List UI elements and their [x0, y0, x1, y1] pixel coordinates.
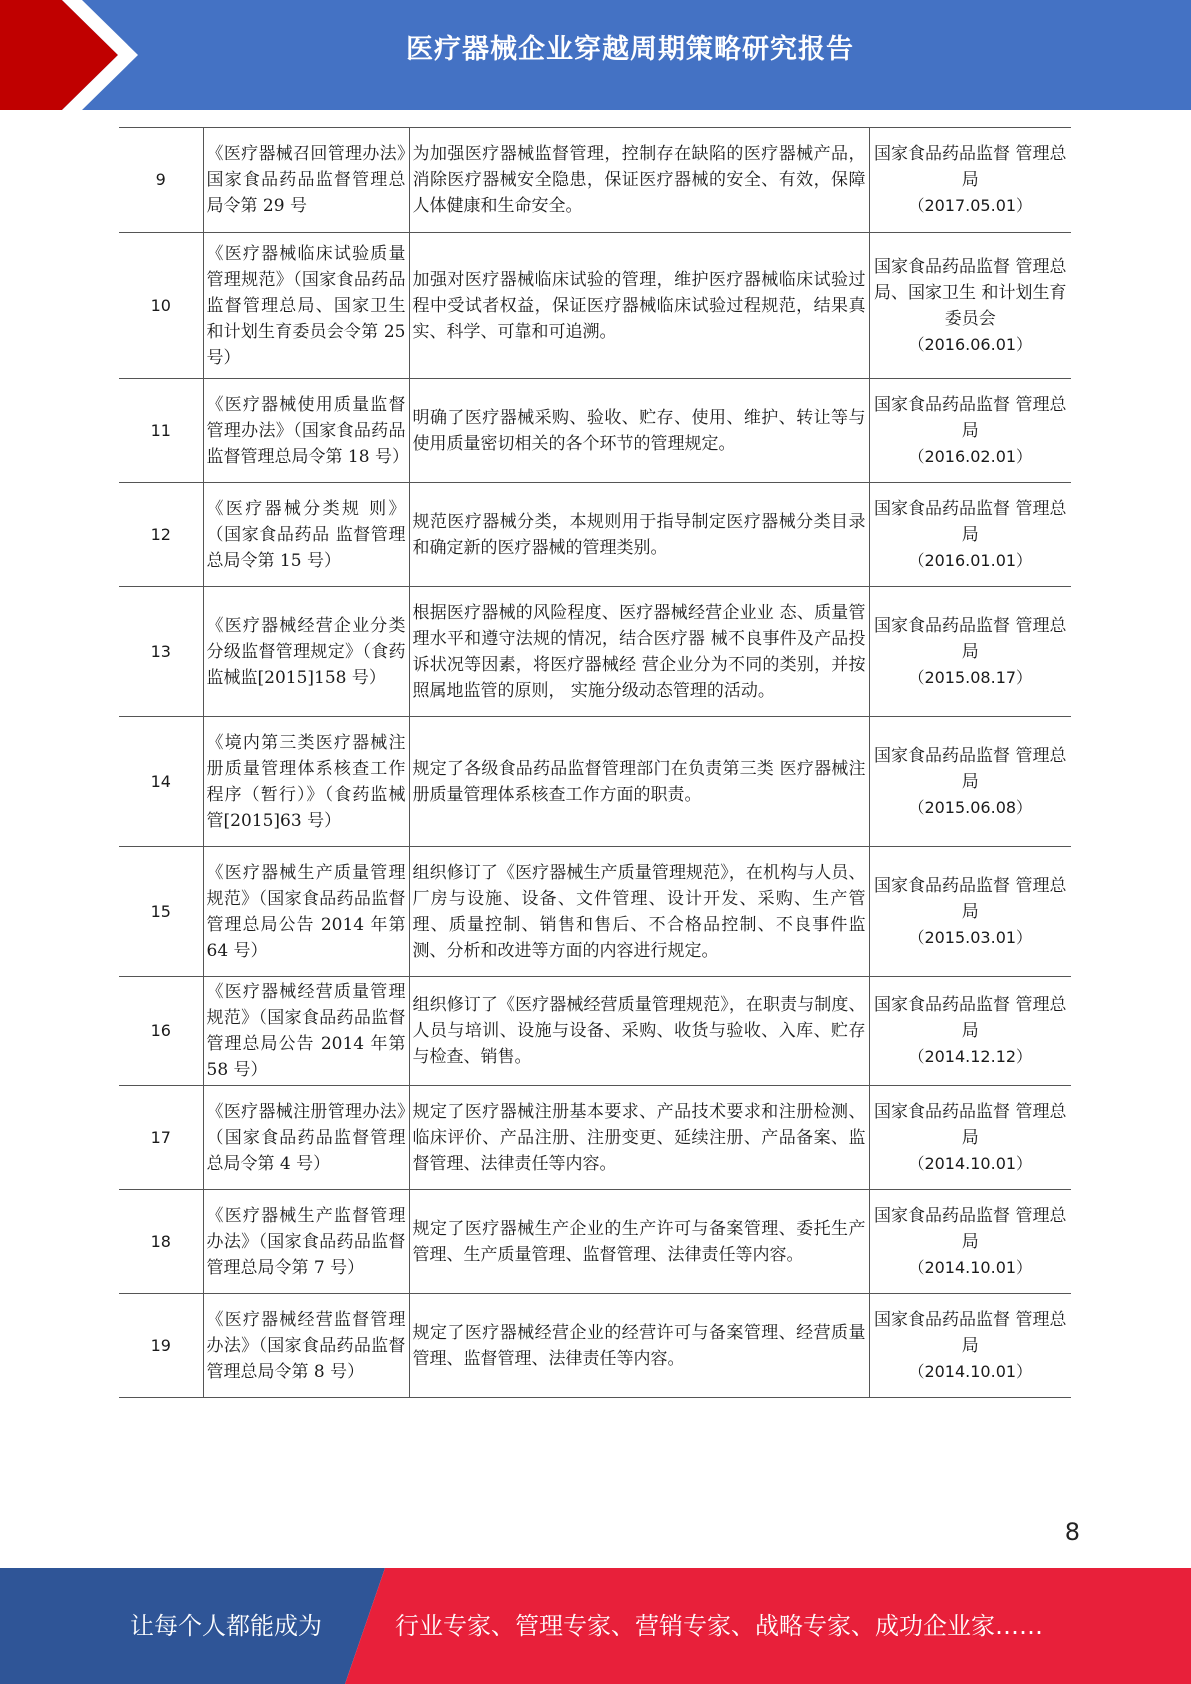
issuing-agency-cell [869, 1294, 1071, 1398]
regulation-description: 规定了医疗器械生产企业的生产许可与备案管理、委托生产管理、生产质量管理、监督管理、法律责任等内容。 [409, 1190, 869, 1294]
row-number: 18 [119, 1190, 203, 1294]
effective-date: （2014.10.01） [908, 1361, 1033, 1381]
regulation-description: 规范医疗器械分类，本规则用于指导制定医疗器械分类目录和确定新的医疗器械的管理类别。 [409, 483, 869, 587]
document-title: 医疗器械企业穿越周期策略研究报告 [406, 34, 854, 65]
issuing-agency-cell [869, 1086, 1071, 1190]
row-number: 9 [119, 128, 203, 233]
row-number: 11 [119, 379, 203, 483]
table-row [119, 717, 1071, 847]
regulation-description: 组织修订了《医疗器械经营质量管理规范》，在职责与制度、人员与培训、设施与设备、采购、收货与验收、入库、贮存与检查、销售。 [409, 977, 869, 1086]
regulation-description: 规定了医疗器械注册基本要求、产品技术要求和注册检测、临床评价、产品注册、注册变更、延续注册、产品备案、监督管理、法律责任等内容。 [409, 1086, 869, 1190]
page-number: 8 [1064, 1518, 1080, 1546]
row-number: 15 [119, 847, 203, 977]
issuing-agency-cell [869, 847, 1071, 977]
row-number: 12 [119, 483, 203, 587]
issuing-agency-cell [869, 717, 1071, 847]
issuing-agency: 国家食品药品监督 管理总局、国家卫生 和计划生育委员会 [874, 256, 1067, 329]
regulation-name: 《医疗器械经营监督管理办法》（国家食品药品监督管理总局令第 8 号） [203, 1294, 409, 1398]
issuing-agency: 国家食品药品监督 管理总局 [874, 1205, 1067, 1252]
page-header [0, 0, 1191, 110]
regulation-description: 规定了医疗器械经营企业的经营许可与备案管理、经营质量管理、监督管理、法律责任等内容。 [409, 1294, 869, 1398]
regulation-description: 组织修订了《医疗器械生产质量管理规范》，在机构与人员、厂房与设施、设备、文件管理、设计开发、采购、生产管理、质量控制、销售和售后、不合格品控制、不良事件监测、分析和改进等方面的内容进行规定。 [409, 847, 869, 977]
effective-date: （2016.02.01） [908, 446, 1033, 466]
regulation-name: 《医疗器械临床试验质量管理规范》（国家食品药品监督管理总局、国家卫生和计划生育委员会令第 25 号） [203, 233, 409, 379]
issuing-agency: 国家食品药品监督 管理总局 [874, 745, 1067, 792]
issuing-agency: 国家食品药品监督 管理总局 [874, 1101, 1067, 1148]
issuing-agency: 国家食品药品监督 管理总局 [874, 498, 1067, 545]
header-chevron-logo [0, 0, 150, 110]
issuing-agency: 国家食品药品监督 管理总局 [874, 875, 1067, 922]
footer-slogan-left: 让每个人都能成为 [130, 1612, 322, 1640]
table-row [119, 1086, 1071, 1190]
table-row [119, 1190, 1071, 1294]
regulation-name: 《境内第三类医疗器械注册质量管理体系核查工作程序（暂行）》（食药监械管[2015]63 号） [203, 717, 409, 847]
row-number: 17 [119, 1086, 203, 1190]
footer-slogan-right: 行业专家、管理专家、营销专家、战略专家、成功企业家…… [395, 1612, 1043, 1640]
issuing-agency-cell [869, 1190, 1071, 1294]
issuing-agency: 国家食品药品监督 管理总局 [874, 394, 1067, 441]
row-number: 14 [119, 717, 203, 847]
effective-date: （2014.10.01） [908, 1257, 1033, 1277]
table-row [119, 587, 1071, 717]
regulation-description: 规定了各级食品药品监督管理部门在负责第三类 医疗器械注册质量管理体系核查工作方面的职责。 [409, 717, 869, 847]
regulation-name: 《医疗器械召回管理办法》国家食品药品监督管理总局令第 29 号 [203, 128, 409, 233]
issuing-agency-cell [869, 483, 1071, 587]
regulation-name: 《医疗器械分类规 则》（国家食品药品 监督管理总局令第 15 号） [203, 483, 409, 587]
table-row [119, 847, 1071, 977]
regulation-name: 《医疗器械注册管理办法》（国家食品药品监督管理总局令第 4 号） [203, 1086, 409, 1190]
row-number: 16 [119, 977, 203, 1086]
table-row [119, 977, 1071, 1086]
row-number: 10 [119, 233, 203, 379]
regulation-description: 加强对医疗器械临床试验的管理，维护医疗器械临床试验过程中受试者权益，保证医疗器械临床试验过程规范，结果真实、科学、可靠和可追溯。 [409, 233, 869, 379]
issuing-agency-cell [869, 587, 1071, 717]
table-row [119, 379, 1071, 483]
table-row [119, 1294, 1071, 1398]
effective-date: （2016.01.01） [908, 550, 1033, 570]
table-row [119, 233, 1071, 379]
issuing-agency: 国家食品药品监督 管理总局 [874, 144, 1067, 190]
row-number: 13 [119, 587, 203, 717]
effective-date: （2017.05.01） [908, 196, 1033, 215]
row-number: 19 [119, 1294, 203, 1398]
issuing-agency-cell [869, 233, 1071, 379]
issuing-agency: 国家食品药品监督 管理总局 [874, 995, 1067, 1041]
regulation-name: 《医疗器械生产质量管理规范》（国家食品药品监督管理总局公告 2014 年第 64 号） [203, 847, 409, 977]
effective-date: （2015.03.01） [908, 927, 1033, 947]
issuing-agency-cell [869, 977, 1071, 1086]
effective-date: （2016.06.01） [908, 334, 1033, 354]
effective-date: （2015.08.17） [908, 667, 1033, 687]
regulation-description: 根据医疗器械的风险程度、医疗器械经营企业业 态、质量管理水平和遵守法规的情况，结合医疗器 械不良事件及产品投诉状况等因素，将医疗器械经 营企业分为不同的类别，并按照属地监管的原则， 实施分级动态管理的活动。 [409, 587, 869, 717]
effective-date: （2014.12.12） [908, 1047, 1033, 1066]
effective-date: （2015.06.08） [908, 797, 1033, 817]
regulation-description: 明确了医疗器械采购、验收、贮存、使用、维护、转让等与使用质量密切相关的各个环节的管理规定。 [409, 379, 869, 483]
issuing-agency: 国家食品药品监督 管理总局 [874, 615, 1067, 662]
regulation-name: 《医疗器械经营企业分类分级监督管理规定》（食药监械监[2015]158 号） [203, 587, 409, 717]
regulation-name: 《医疗器械经营质量管理规范》（国家食品药品监督管理总局公告 2014 年第 58 号） [203, 977, 409, 1086]
regulation-description: 为加强医疗器械监督管理，控制存在缺陷的医疗器械产品，消除医疗器械安全隐患，保证医疗器械的安全、有效，保障人体健康和生命安全。 [409, 128, 869, 233]
table-row [119, 128, 1071, 233]
page-footer [0, 1568, 1191, 1684]
issuing-agency-cell [869, 379, 1071, 483]
regulation-name: 《医疗器械使用质量监督管理办法》（国家食品药品监督管理总局令第 18 号） [203, 379, 409, 483]
issuing-agency: 国家食品药品监督 管理总局 [874, 1309, 1067, 1356]
regulation-name: 《医疗器械生产监督管理办法》（国家食品药品监督管理总局令第 7 号） [203, 1190, 409, 1294]
issuing-agency-cell [869, 128, 1071, 233]
regulations-table [119, 127, 1071, 1398]
effective-date: （2014.10.01） [908, 1153, 1033, 1173]
table-row [119, 483, 1071, 587]
